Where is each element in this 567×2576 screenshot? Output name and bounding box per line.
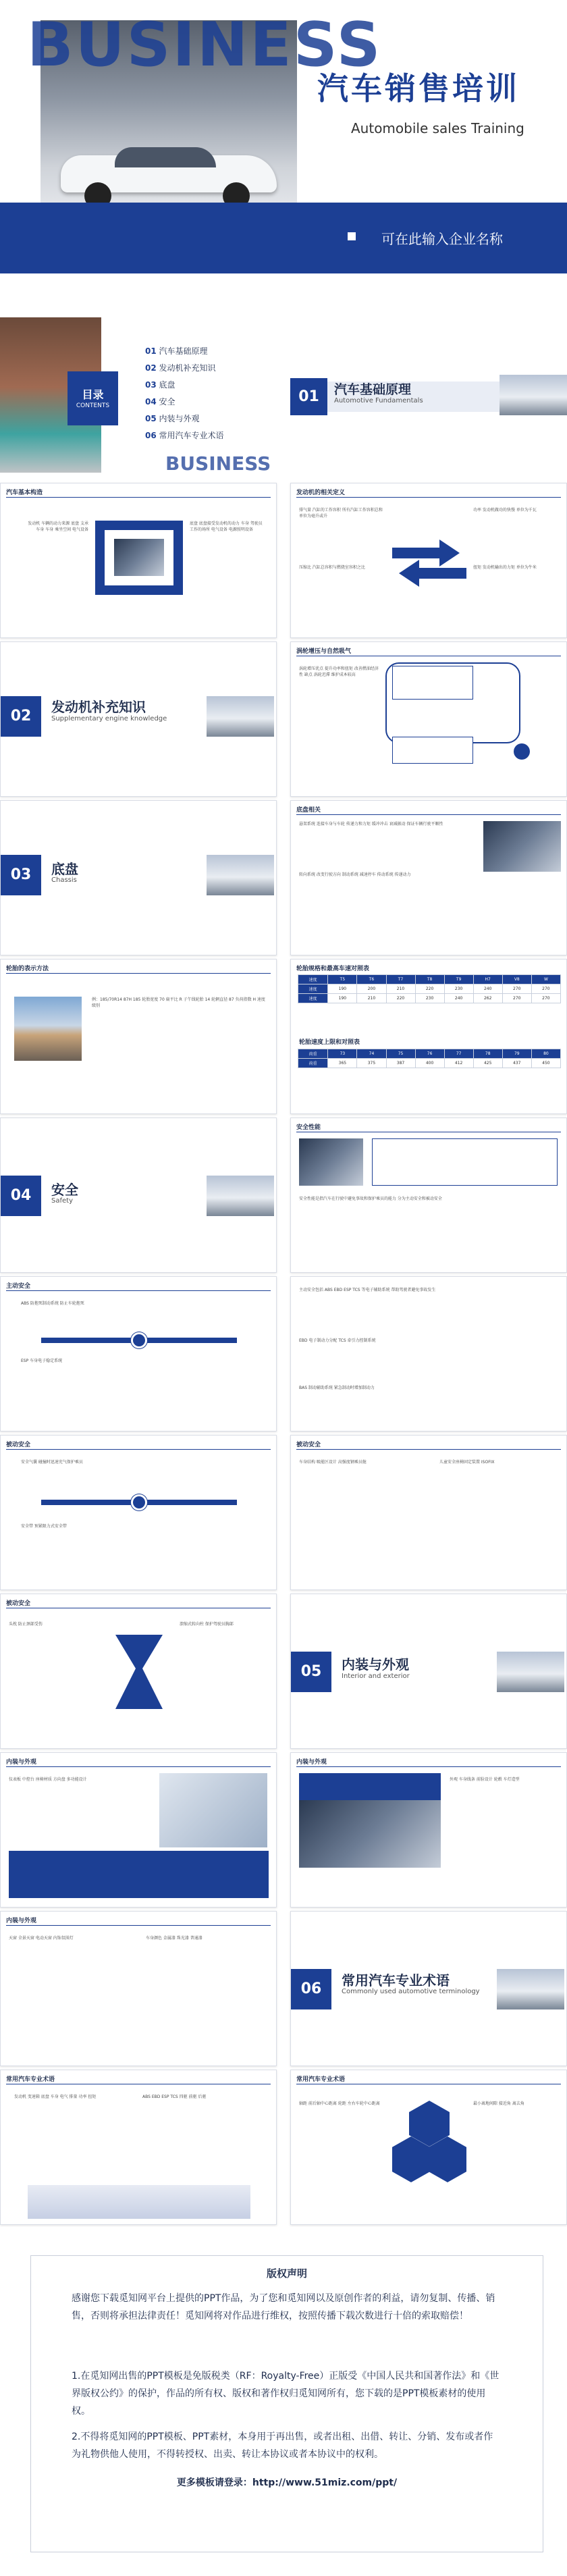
section-subtitle: Chassis xyxy=(51,876,77,884)
section-subtitle: Automotive Fundamentals xyxy=(334,397,423,404)
section-number: 01 xyxy=(290,378,327,415)
text-block: 最小离地间隙 接近角 离去角 xyxy=(473,2101,524,2106)
text-block: 仪表板 中控台 座椅材质 方向盘 多功能设计 xyxy=(9,1777,87,1782)
website-link[interactable]: http://www.51miz.com/ppt/ xyxy=(252,2477,398,2488)
passive-safety-slide xyxy=(0,1435,277,1590)
cover-company-bar xyxy=(0,203,567,273)
copyright-title: 版权声明 xyxy=(266,2267,307,2280)
cover-bg-word: BUSINESS xyxy=(27,9,383,80)
section-subtitle: Supplementary engine knowledge xyxy=(51,715,167,722)
circle-icon xyxy=(514,743,530,760)
toc-list xyxy=(145,343,224,444)
slide-title: 底盘相关 xyxy=(296,807,321,814)
more-label: 更多模板请登录： xyxy=(176,2477,252,2488)
text-block: 主动安全包括 ABS EBD ESP TCS 等电子辅助系统 帮助驾驶者避免事故发生 xyxy=(299,1288,436,1292)
section-number: 06 xyxy=(291,1969,331,2009)
text-block: 涡轮增压优点 提升功率和扭矩 改善燃油经济性 缺点 涡轮迟滞 维护成本较高 xyxy=(299,666,379,677)
text-block: 转向系统 改变行驶方向 制动系统 减速停车 传动系统 传递动力 xyxy=(299,872,411,877)
structure-image xyxy=(114,539,164,576)
text-block: 底盘 底盘接受发动机的动力 车身 驾驶员工作的场所 电气设备 电源照明设备 xyxy=(190,521,263,532)
chassis-image xyxy=(483,821,561,872)
text-block: BAS 制动辅助系统 紧急制动时增加制动力 xyxy=(299,1386,375,1390)
toc-label-box xyxy=(68,371,118,425)
slide-title: 轮胎的表示方法 xyxy=(6,966,49,972)
text-block: 安全带 预紧限力式安全带 xyxy=(21,1524,67,1529)
copyright-section xyxy=(30,2255,543,2552)
dashboard-image xyxy=(299,1800,441,1868)
people-silhouette-image xyxy=(28,2185,250,2219)
text-block: 发动机 车辆的动力来源 底盘 支承车身 车身 乘坐空间 电气设备 xyxy=(28,521,88,532)
section-04-slide xyxy=(0,1118,277,1273)
curved-arrow-icon xyxy=(102,1628,176,1716)
text-block: 排气量 汽缸的工作容积 所有汽缸工作容积总和 单位为毫升或升 xyxy=(299,508,383,519)
section-number: 04 xyxy=(1,1176,41,1216)
hexagon-cluster-icon xyxy=(392,2097,466,2199)
section-car-image xyxy=(207,1176,274,1216)
section-car-image xyxy=(207,855,274,895)
cover-car-image xyxy=(40,142,297,209)
section-number: 03 xyxy=(1,855,41,895)
tire-slide xyxy=(0,959,277,1114)
toc-item[interactable]: 02 发动机补充知识 xyxy=(145,363,216,373)
structure-slide xyxy=(0,483,277,638)
active-safety-slide xyxy=(0,1276,277,1431)
toc-item[interactable]: 04 安全 xyxy=(145,397,176,406)
section-title: 安全 xyxy=(51,1182,78,1198)
toc-label-en: CONTENTS xyxy=(76,402,110,409)
load-table: 荷重 73 74 75 76 77 78 79 80 荷重 365 375 387 400 412 425 437 450 xyxy=(298,1049,561,1068)
toc-item[interactable]: 01 汽车基础原理 xyxy=(145,346,208,356)
toc-item[interactable]: 05 内装与外观 xyxy=(145,414,200,423)
text-panel xyxy=(9,1851,269,1898)
text-block: 车身颜色 金属漆 珠光漆 普通漆 xyxy=(146,1936,202,1941)
toc-bg-word: BUSINESS xyxy=(165,452,271,475)
text-block: ABS EBD ESP TCS 四驱 前驱 后驱 xyxy=(142,2095,207,2099)
slide-title: 汽车基本构造 xyxy=(6,490,43,496)
chassis-slide xyxy=(290,800,567,955)
section-subtitle: Safety xyxy=(51,1197,73,1205)
toc-item[interactable]: 03 底盘 xyxy=(145,380,176,390)
slide-title: 发动机的相关定义 xyxy=(296,490,346,496)
cover-subtitle: Automobile sales Training xyxy=(351,120,524,136)
callout-box xyxy=(392,666,473,700)
text-block: 轴距 前后轴中心距离 轮距 左右车轮中心距离 xyxy=(299,2101,380,2106)
passive-safety-slide-2 xyxy=(290,1435,567,1590)
slide-title: 常用汽车专业术语 xyxy=(6,2076,55,2083)
cover-slide xyxy=(0,0,567,277)
section-car-image xyxy=(500,375,567,415)
engine-def-slide xyxy=(290,483,567,638)
text-block: 天窗 全景天窗 电动天窗 内饰氛围灯 xyxy=(9,1936,74,1941)
section-subtitle: Interior and exterior xyxy=(342,1673,410,1680)
text-block: 扭矩 发动机输出的力矩 单位为牛米 xyxy=(473,565,537,570)
section-06-slide xyxy=(290,1911,567,2066)
active-safety-text-slide xyxy=(290,1276,567,1431)
text-block: 儿童安全座椅固定装置 ISOFIX xyxy=(439,1460,495,1465)
text-block: 悬架系统 连接车身与车轮 传递力和力矩 缓冲冲击 衰减振动 保证车辆行驶平顺性 xyxy=(299,822,443,826)
terms-slide-2 xyxy=(290,2070,567,2225)
speed-table: 速度 T5 T6 T7 T8 T9 H7 V8 W 速度 190 200 210 220 230 240 270 270 速度 190 210 220 230 240 262 270 270 xyxy=(298,974,561,1003)
terms-slide xyxy=(0,2070,277,2225)
section-title: 底盘 xyxy=(51,861,78,877)
slide-title: 内装与外观 xyxy=(6,1759,37,1766)
section-title: 汽车基础原理 xyxy=(334,382,412,397)
bullet-square-icon xyxy=(348,232,356,240)
slide-title: 被动安全 xyxy=(6,1442,31,1448)
tables-slide xyxy=(290,959,567,1114)
section-title: 内装与外观 xyxy=(342,1656,409,1673)
interior-slide-3 xyxy=(0,1911,277,2066)
toc-label-cn: 目录 xyxy=(82,388,104,401)
text-block: 安全气囊 碰撞时迅速充气保护乘员 xyxy=(21,1460,83,1465)
slide-title: 涡轮增压与自然吸气 xyxy=(296,648,352,655)
section-car-image xyxy=(497,1652,564,1692)
section-title: 常用汽车专业术语 xyxy=(342,1972,450,1989)
cover-title: 汽车销售培训 xyxy=(317,70,520,107)
section-car-image xyxy=(497,1969,564,2009)
section-03-slide xyxy=(0,800,277,955)
section-car-image xyxy=(207,696,274,737)
callout-box xyxy=(392,737,473,764)
timeline-node-icon xyxy=(131,1332,147,1348)
text-block: 外观 车身线条 前脸设计 轮毂 车灯造型 xyxy=(450,1777,520,1782)
section-01-slide xyxy=(290,317,567,479)
text-block: 压缩比 汽缸总容积与燃烧室容积之比 xyxy=(299,565,365,570)
slide-title: 内装与外观 xyxy=(296,1759,327,1766)
road-image xyxy=(14,997,82,1061)
slide-title: 常用汽车专业术语 xyxy=(296,2076,346,2083)
toc-slide xyxy=(0,317,277,479)
text-block: 溃缩式转向柱 保护驾驶员胸部 xyxy=(180,1622,234,1627)
laptop-image xyxy=(159,1773,267,1847)
text-panel xyxy=(299,1773,441,1800)
text-block: ABS 防抱死制动系统 防止车轮抱死 xyxy=(21,1301,84,1306)
interior-slide xyxy=(0,1752,277,1908)
text-block: 头枕 防止颈部受伤 xyxy=(9,1622,43,1627)
text-block: 例：185/70R14 87H 185 轮胎宽度 70 扁平比 R 子午线轮胎 14 轮辋直径 87 负荷指数 H 速度级别 xyxy=(92,997,265,1008)
section-02-slide xyxy=(0,641,277,797)
section-number: 05 xyxy=(291,1652,331,1692)
passive-safety-slide-3 xyxy=(0,1594,277,1749)
text-block: 安全性能是指汽车在行驶中避免事故和保护乘员的能力 分为主动安全和被动安全 xyxy=(299,1197,442,1201)
text-block: 发动机 变速箱 底盘 车身 电气 排量 功率 扭矩 xyxy=(14,2095,97,2099)
timeline-node-icon xyxy=(131,1494,147,1510)
slide-title: 轮胎规格和最高车速对照表 xyxy=(296,966,370,972)
section-title: 发动机补充知识 xyxy=(51,699,146,715)
callout-box xyxy=(372,1138,558,1186)
section-number: 02 xyxy=(1,696,41,737)
slide-title: 被动安全 xyxy=(296,1442,321,1448)
slide-title: 主动安全 xyxy=(6,1283,31,1290)
text-block: ESP 车身电子稳定系统 xyxy=(21,1359,63,1363)
text-block: EBD 电子制动力分配 TCS 牵引力控制系统 xyxy=(299,1338,376,1343)
slide-title: 内装与外观 xyxy=(6,1918,37,1924)
safety-perf-slide xyxy=(290,1118,567,1273)
copyright-paragraph: 2.不得将觅知网的PPT模板、PPT素材，本身用于再出售，或者出租、出借、转让、分销、发布或者作为礼物供他人使用，不得转授权、出卖、转让本协议或者本协议中的权利。 xyxy=(72,2432,493,2460)
safety-image xyxy=(299,1138,363,1186)
table-caption: 轮胎速度上限和对照表 xyxy=(299,1039,360,1046)
section-05-slide xyxy=(290,1594,567,1749)
cover-company-name: 可在此输入企业名称 xyxy=(381,231,503,247)
section-subtitle: Commonly used automotive terminology xyxy=(342,1988,480,1995)
interior-slide-2 xyxy=(290,1752,567,1908)
copyright-paragraph: 感谢您下载觅知网平台上提供的PPT作品，为了您和觅知网以及原创作者的利益，请勿复制、传播、销售，否则将承担法律责任！觅知网将对作品进行维权，按照传播下载次数进行十倍的索取赔偿！ xyxy=(72,2293,495,2321)
slide-title: 安全性能 xyxy=(296,1124,321,1131)
text-block: 车身结构 吸能区设计 高强度钢乘员舱 xyxy=(299,1460,367,1465)
double-arrow-icon xyxy=(392,534,466,588)
copyright-paragraph: 1.在觅知网出售的PPT模板是免版税类（RF：Royalty-Free）正版受《中国人民共和国著作法》和《世界版权公约》的保护，作品的所有权、版权和著作权归觅知网所有，您下载的是PPT模板素材的使用权。 xyxy=(72,2371,500,2417)
text-block: 功率 发动机做功的快慢 单位为千瓦 xyxy=(473,508,537,512)
toc-item[interactable]: 06 常用汽车专业术语 xyxy=(145,431,224,440)
intake-slide xyxy=(290,641,567,797)
copyright-link-row xyxy=(31,2475,543,2489)
slide-title: 被动安全 xyxy=(6,1600,31,1607)
